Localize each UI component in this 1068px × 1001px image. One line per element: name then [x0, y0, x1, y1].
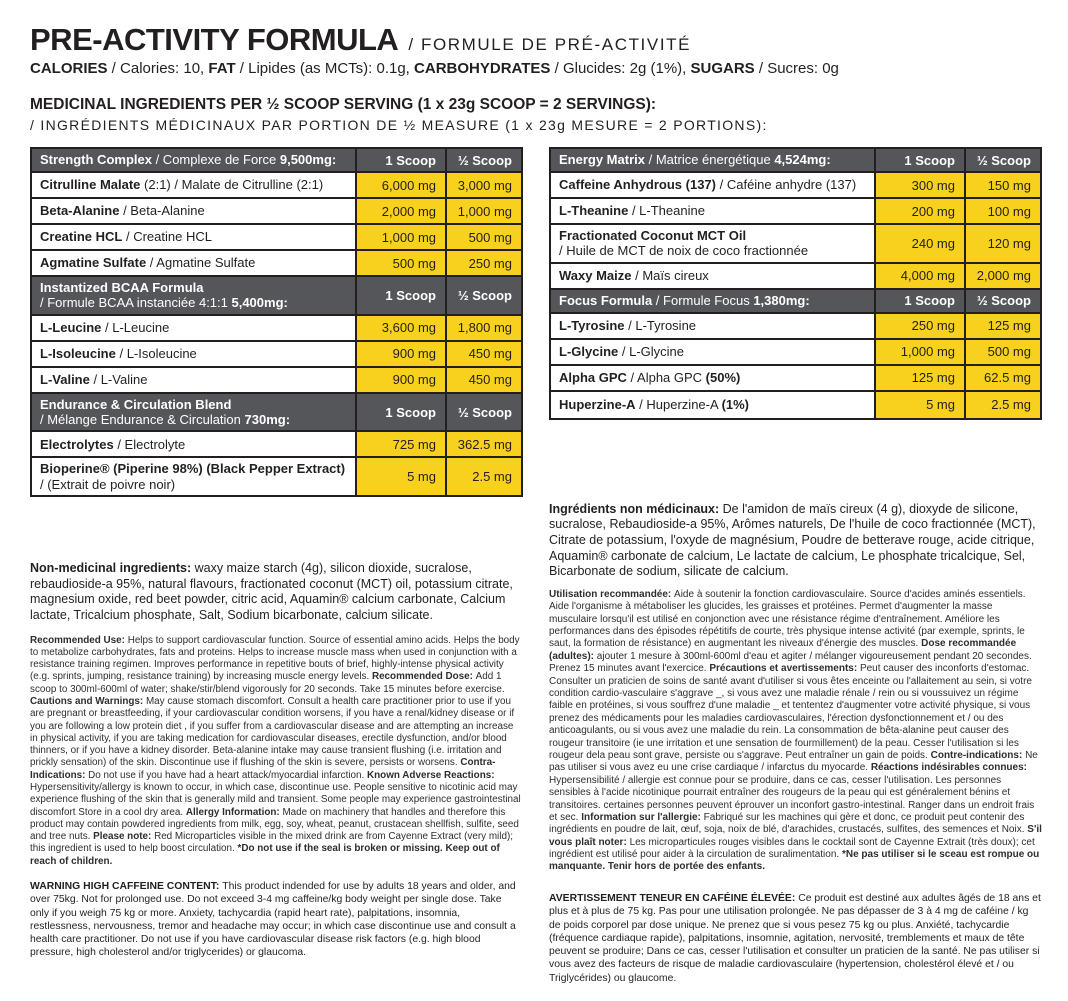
ingredient-label	[559, 177, 856, 192]
left-column	[30, 147, 523, 960]
bold-text-run: Alpha GPC	[559, 370, 627, 386]
bold-text-run: 730mg:	[244, 412, 291, 428]
bold-text-run: Electrolytes	[40, 436, 114, 452]
table-section-header-row	[32, 394, 521, 433]
table-row	[551, 366, 1040, 392]
amount-1scoop-cell: 240 mg	[876, 225, 966, 262]
table-row	[551, 392, 1040, 418]
bold-text-run: Contre-indications:	[930, 749, 1026, 761]
ingredient-name-cell	[32, 316, 357, 340]
amount-1scoop-cell: 900 mg	[357, 368, 447, 392]
ingredient-label	[559, 228, 808, 259]
text-run: / Creatine HCL	[122, 229, 212, 245]
text-run: Aide à soutenir la fonction cardiovasculaire. Source d'acides aminés essentiels. Aide l'organisme à métaboliser les glucides, les graisses et protéines. Permet d'augmenter la masse musculaire lorsqu'il est utilisé en conjonction avec une résistance régime d'entraînement. Améliore les performances dans des épisodes répétitifs de courte, très physique intense activité (par exemple, sprints, le saut, la formation de résistance) en augmentant les niveaux d'énergie des muscles.	[549, 588, 1026, 650]
bold-text-run: FAT	[208, 59, 236, 77]
bold-text-run: Non-medicinal ingredients:	[30, 561, 195, 576]
column-header-1scoop: 1 Scoop	[357, 394, 447, 431]
bold-text-run: L-Leucine	[40, 320, 102, 336]
bold-text-run: Réactions indésirables connues:	[870, 762, 1027, 774]
non-medicinal-ingredients-text-fr	[549, 502, 1042, 580]
table-section-header-row	[32, 277, 521, 316]
text-run: May cause stomach discomfort. Consult a health care practitioner prior to use if you are pregnant or breastfeeding, if your cardiovascular condition worsens, if you have a renal/kidney disease or if you are following a low protein diet , if you suffer from a cardiovascular disease and are attempting an increase in physical activity, if you are taking medication for cardiovascular diseases, erectile dysfunction, and/or blood thinners, or if you have a kidney disorder. Beta-alanine intake may cause transient flushing (i.e. irritation and prickly sensation) of the skin. Discontinue use if flushing of the skin is severe, persists or worsens.	[30, 695, 515, 769]
text-run: Made on machinery that handles and therefore this product may contain powdered ingredients from milk, egg, soy, wheat, peanut, crustacean shellfish, sulfite, seed and tree nuts.	[30, 806, 519, 843]
bold-text-run: Bioperine® (Piperine 98%) (Black Pepper Extract)	[40, 461, 346, 477]
directions-text-en	[30, 635, 523, 868]
table-row	[32, 458, 521, 495]
ingredient-label	[559, 370, 740, 385]
amount-1scoop-cell: 4,000 mg	[876, 264, 966, 288]
amount-halfscoop-cell: 120 mg	[966, 225, 1040, 262]
amount-1scoop-cell: 3,600 mg	[357, 316, 447, 340]
bold-text-run: Utilisation recommandée:	[549, 588, 675, 600]
text-run: / Calories: 10,	[107, 59, 209, 77]
bold-text-run: *Do not use if the seal is broken or missing. Keep out of reach of children.	[30, 843, 500, 867]
amount-halfscoop-cell: 62.5 mg	[966, 366, 1040, 390]
table-section-header-row	[551, 290, 1040, 314]
column-header-halfscoop: ½ Scoop	[457, 404, 512, 420]
ingredient-label	[40, 397, 290, 428]
bold-text-run: Endurance & Circulation Blend	[40, 396, 232, 412]
amount-halfscoop-cell: 125 mg	[966, 314, 1040, 338]
text-run: / L-Leucine	[101, 320, 170, 336]
text-run: / Complexe de Force	[155, 152, 280, 168]
ingredient-name-cell	[551, 392, 876, 418]
bold-text-run: Strength Complex	[40, 152, 156, 168]
ingredient-label	[40, 461, 345, 492]
amount-halfscoop-cell: 450 mg	[447, 342, 521, 366]
text-run: / Maïs cireux	[631, 268, 709, 284]
bold-text-run: Agmatine Sulfate	[40, 255, 147, 271]
text-run: (2:1) / Malate de Citrulline (2:1)	[144, 177, 324, 193]
ingredient-label	[40, 177, 323, 192]
amount-1scoop-cell: 125 mg	[876, 366, 966, 390]
caffeine-warning-text-en	[30, 880, 523, 960]
column-header-1scoop: 1 Scoop	[876, 290, 966, 312]
table-row	[551, 340, 1040, 366]
table-row	[551, 264, 1040, 290]
amount-1scoop-cell: 725 mg	[357, 432, 447, 456]
bold-text-run: 4,524mg:	[774, 152, 831, 168]
amount-halfscoop-cell: 3,000 mg	[447, 173, 521, 197]
bold-text-run: Information sur l'allergie:	[581, 811, 704, 823]
ingredient-name-cell	[551, 199, 876, 223]
bold-text-run: Huperzine-A	[559, 397, 636, 413]
bold-text-run: L-Isoleucine	[40, 346, 116, 362]
amount-1scoop-cell: 300 mg	[876, 173, 966, 197]
table-row	[32, 316, 521, 342]
ingredient-name-cell	[551, 264, 876, 288]
text-run: / Huperzine-A	[635, 397, 722, 413]
bold-text-run: Ingrédients non médicinaux:	[549, 501, 723, 516]
text-run: / Alpha GPC	[626, 370, 706, 386]
ingredient-label	[40, 229, 212, 244]
amount-halfscoop-cell: 1,800 mg	[447, 316, 521, 340]
text-run: De l'amidon de maïs cireux (4 g), dioxyde de silicone, sucralose, Rebaudioside-a 95%, Arômes naturels, De l'huile de coco fractionnée (MCT), Citrate de potassium, l'oxyde de magnésium, Poudre de betterave rouge, acide citrique, Aquamin® carbonate de calcium, Le lactate de calcium, Le phosphate tricalcique, Sel, Bicarbonate de sodium, silicate de calcium.	[549, 501, 1036, 579]
right-column	[549, 147, 1042, 985]
table-row	[551, 199, 1040, 225]
supplement-table-left	[30, 147, 523, 497]
amount-1scoop-cell: 500 mg	[357, 251, 447, 275]
column-header-halfscoop: ½ Scoop	[457, 152, 512, 168]
bold-text-run: Caffeine Anhydrous (137)	[559, 177, 716, 193]
table-row	[32, 432, 521, 458]
table-row	[32, 173, 521, 199]
amount-1scoop-cell: 200 mg	[876, 199, 966, 223]
text-run: / L-Isoleucine	[115, 346, 197, 362]
bold-text-run: WARNING HIGH CAFFEINE CONTENT:	[30, 880, 223, 892]
ingredient-name-cell	[32, 368, 357, 392]
bold-text-run: Beta-Alanine	[40, 203, 120, 219]
ingredient-label	[40, 437, 185, 452]
ingredient-name-cell	[551, 366, 876, 390]
ingredient-label	[559, 293, 810, 308]
amount-halfscoop-cell: 362.5 mg	[447, 432, 521, 456]
ingredient-label	[559, 268, 709, 283]
bold-text-run: *Ne pas utiliser si le sceau est rompue ou manquante. Tenir hors de portée des enfants.	[549, 849, 1040, 873]
text-run: / Huile de MCT de noix de coco fractionnée	[559, 243, 809, 259]
text-run: / L-Valine	[89, 372, 148, 388]
text-run: / Sucres: 0g	[754, 59, 839, 77]
table-row	[32, 225, 521, 251]
ingredient-name-cell	[32, 199, 357, 223]
amount-halfscoop-cell: 2.5 mg	[966, 392, 1040, 418]
text-run: / Mélange Endurance & Circulation	[40, 412, 245, 428]
amount-halfscoop-cell: 450 mg	[447, 368, 521, 392]
amount-1scoop-cell: 2,000 mg	[357, 199, 447, 223]
bold-text-run: Contra-Indications:	[30, 757, 496, 781]
page-title	[30, 24, 1042, 57]
bold-text-run: Known Adverse Reactions:	[367, 769, 495, 781]
amount-halfscoop-cell: 500 mg	[966, 340, 1040, 364]
bold-text-run: Creatine HCL	[40, 229, 123, 245]
section-title-cell	[551, 290, 876, 312]
bold-text-run: 5,400mg:	[231, 295, 288, 311]
amount-halfscoop-cell: 250 mg	[447, 251, 521, 275]
bold-text-run: Energy Matrix	[559, 152, 649, 168]
text-run: Les microparticules rouges visibles dans le cocktail sont de Cayenne Extrait (très doux); cet ingrédient est utilisé pour aider à la circulation de suralimentation.	[549, 836, 1035, 861]
ingredient-name-cell	[551, 340, 876, 364]
column-header-halfscoop: ½ Scoop	[976, 293, 1031, 309]
bold-text-run: L-Valine	[40, 372, 90, 388]
ingredient-label	[559, 152, 831, 167]
ingredient-label	[40, 203, 205, 218]
amount-1scoop-cell: 250 mg	[876, 314, 966, 338]
bold-text-run: L-Tyrosine	[559, 318, 625, 334]
table-row	[551, 225, 1040, 264]
ingredient-label	[40, 255, 255, 270]
ingredient-name-cell	[32, 342, 357, 366]
text-run: / Agmatine Sulfate	[146, 255, 256, 271]
amount-halfscoop-cell: 150 mg	[966, 173, 1040, 197]
ingredient-label	[559, 203, 705, 218]
ingredient-label	[40, 372, 147, 387]
section-title-cell	[32, 277, 357, 314]
text-run: waxy maize starch (4g), silicon dioxide, sucralose, rebaudioside-a 95%, natural flavours, fractionated coconut (MCT) oil, potassium citrate, magnesium oxide, red beet powder, citric acid, Aquamin® calcium carbonate, Calcium lactate, Tricalcium phosphate, Salt, Sodium bicarbonate, calcium silicate.	[30, 561, 513, 622]
text-run: Red Microparticles visible in the mixed drink are from Cayenne Extract (very mild); this ingredient is used to help boost circulation.	[30, 831, 513, 855]
bold-text-run: Please note:	[93, 831, 155, 843]
bold-text-run: Instantized BCAA Formula	[40, 280, 204, 296]
amount-1scoop-cell: 5 mg	[357, 458, 447, 495]
non-medicinal-ingredients-text-en	[30, 561, 523, 624]
table-row	[32, 368, 521, 394]
ingredient-name-cell	[551, 314, 876, 338]
table-section-header-row	[32, 149, 521, 173]
text-run: This product indended for use by adults 18 years and older, and over 75kg. Not for prolonged use. Do not exceed 3-4 mg caffeine/kg body weight per single dose. Take only if you weigh 75 kg or more. Anxiety, tachycardia (rapid heart rate), palpitations, insomnia, restlessness, nervousness, tremor and headache may occur; in which case discontinue use and consult a health care practitioner. Do not use if you have cardiovascular disease risk factors (e.g. high blood pressure, high cholesterol and/or triglycerides) or glaucoma.	[30, 880, 516, 959]
amount-halfscoop-cell: 1,000 mg	[447, 199, 521, 223]
text-run: / Glucides: 2g (1%),	[550, 59, 691, 77]
product-title-fr: / FORMULE DE PRÉ-ACTIVITÉ	[408, 35, 692, 54]
text-run: / L-Tyrosine	[624, 318, 697, 334]
text-run: / Matrice énergétique	[648, 152, 775, 168]
text-run: Ce produit est destiné aux adultes âgés de 18 ans et plus et à plus de 75 kg. Pas pour une utilisation prolongée. Ne pas dépasser de 3 à 4 mg de caféine / kg de poids corporel par dose unique. Ne prenez que si vous pesez 75 kg ou plus. Anxiété, tachycardie (fréquence cardiaque rapide), palpitations, insomnie, agitation, nervosité, tremblements et maux de tête peuvent se produire; Dans ce cas, cesser l'utilisation et consulter un praticien de la santé. Ne pas utiliser si vous avez des facteurs de risque de maladie cardiovasculaire (hypertension, cholestérol élevé et / ou Triglycérides) ou glaucome.	[549, 892, 1041, 984]
ingredient-name-cell	[32, 432, 357, 456]
ingredient-name-cell	[32, 225, 357, 249]
product-title-en: PRE-ACTIVITY FORMULA	[30, 22, 399, 57]
amount-1scoop-cell: 5 mg	[876, 392, 966, 418]
ingredient-name-cell	[32, 251, 357, 275]
bold-text-run: 1,380mg:	[753, 293, 810, 309]
text-run: Do not use if you have had a heart attack/myocardial infarction.	[88, 769, 368, 781]
bold-text-run: Waxy Maize	[559, 268, 632, 284]
section-title-cell	[32, 149, 357, 171]
nutrition-facts-line	[30, 60, 1042, 79]
text-run: Fabriqué sur les machines qui gère et donc, ce produit peut contenir des ingrédients en poudre de lait, œuf, soja, noix de blé, d'arachides, crustacés, sulfites, des semences et Noix.	[549, 811, 1028, 836]
amount-halfscoop-cell: 2.5 mg	[447, 458, 521, 495]
text-run: / Caféine anhydre (137)	[716, 177, 857, 193]
text-run: / Beta-Alanine	[119, 203, 205, 219]
bold-text-run: 9,500mg:	[279, 152, 337, 168]
section-title-cell	[551, 149, 876, 171]
caffeine-warning-text-fr	[549, 892, 1042, 985]
ingredient-name-cell	[551, 225, 876, 262]
table-row	[32, 342, 521, 368]
text-run: Helps to support cardiovascular function. Source of essential amino acids. Helps the body to metabolize carbohydrates, fats and proteins. Helps to increase muscle mass when used in conjunction with a resistance training regimen. Improves performance in repetitive bouts of brief, highly-intense physical activity (e.g. sprints, jumping, resistance training) by increasing muscle energy levels.	[30, 634, 520, 683]
text-run: / Formule Focus	[655, 293, 754, 309]
bold-text-run: L-Theanine	[559, 203, 629, 219]
amount-1scoop-cell: 6,000 mg	[357, 173, 447, 197]
text-run: Ne pas utiliser si vous avez eu une crise cardiaque / infarctus du myocarde.	[549, 749, 1038, 774]
amount-1scoop-cell: 1,000 mg	[876, 340, 966, 364]
amount-halfscoop-cell: 500 mg	[447, 225, 521, 249]
supplement-table-right	[549, 147, 1042, 420]
medicinal-ingredients-heading-en: MEDICINAL INGREDIENTS PER ½ SCOOP SERVING (1 x 23g SCOOP = 2 SERVINGS):	[30, 96, 657, 114]
ingredient-name-cell	[32, 173, 357, 197]
bold-text-run: Recommended Dose:	[371, 671, 476, 683]
column-header-1scoop: 1 Scoop	[357, 149, 447, 171]
bold-text-run: Fractionated Coconut MCT Oil	[559, 228, 747, 244]
column-header-halfscoop: ½ Scoop	[457, 287, 512, 303]
bold-text-run: Focus Formula	[559, 293, 656, 309]
section-title-cell	[32, 394, 357, 431]
bold-text-run: Recommended Use:	[30, 634, 128, 646]
bold-text-run: SUGARS	[690, 59, 755, 77]
table-row	[551, 314, 1040, 340]
column-header-1scoop: 1 Scoop	[876, 149, 966, 171]
bold-text-run: Citrulline Malate	[40, 177, 145, 193]
bold-text-run: L-Glycine	[559, 344, 619, 360]
text-run: Hypersensitivity/allergy is known to occur, in which case, discontinue use. People sensitive to nicotinic acid may experience flushing of the skin that is generally mild and transient. Some people may experience gastrointestinal discomfort Store in a cool dry area.	[30, 781, 521, 818]
ingredient-label	[40, 280, 288, 311]
bold-text-run: CARBOHYDRATES	[414, 59, 551, 77]
column-header-halfscoop: ½ Scoop	[976, 152, 1031, 168]
bold-text-run: (50%)	[705, 370, 741, 386]
table-row	[32, 199, 521, 225]
medicinal-ingredients-heading-fr: / INGRÉDIENTS MÉDICINAUX PAR PORTION DE ½ MEASURE (1 x 23g MESURE = 2 PORTIONS):	[30, 117, 768, 134]
ingredient-label	[559, 344, 684, 359]
ingredient-label	[559, 397, 749, 412]
bold-text-run: S'il vous plaît noter:	[549, 824, 1042, 848]
amount-halfscoop-cell: 2,000 mg	[966, 264, 1040, 288]
amount-1scoop-cell: 1,000 mg	[357, 225, 447, 249]
table-row	[551, 173, 1040, 199]
text-run: / (Extrait de poivre noir)	[40, 476, 176, 492]
text-run: ajouter 1 mesure à 300ml-600ml d'eau et agiter / mélanger vigoureusement pendant 20 secondes. Prenez 15 minutes avant l'exercice.	[549, 650, 1032, 675]
text-run: Hypersensibilité / allergie est connue pour se produire, dans ce cas, cesser l'utilisation. Les personnes sensibles à l'acide nicotinique pourrait entraîner des rougeurs de la peau qui est généralement bénins et transitoires. certaines personnes peuvent éprouver un inconfort gastro-intestinal. Ranger dans un endroit frais et sec.	[549, 774, 1035, 823]
label-columns	[30, 147, 1042, 985]
text-run: Add 1 scoop to 300ml-600ml of water; shake/stir/blend vigorously for 20 seconds. Take 15 minutes before exercise.	[30, 671, 505, 695]
bold-text-run: AVERTISSEMENT TENEUR EN CAFÉINE ÉLEVÉE:	[549, 892, 799, 904]
bold-text-run: Dose recommandée (adultes):	[549, 638, 1017, 662]
bold-text-run: Précautions et avertissements:	[709, 663, 860, 675]
text-run: / Electrolyte	[113, 436, 186, 452]
directions-text-fr	[549, 589, 1042, 874]
column-header-1scoop: 1 Scoop	[357, 277, 447, 314]
bold-text-run: CALORIES	[30, 59, 108, 77]
text-run: / Lipides (as MCTs): 0.1g,	[235, 59, 415, 77]
bold-text-run: (1%)	[721, 397, 750, 413]
text-run: / L-Glycine	[618, 344, 684, 360]
ingredient-name-cell	[32, 458, 357, 495]
text-run: Peut causer des inconforts d'estomac. Consulter un praticien de soins de santé avant d'utiliser si vous êtes enceinte ou l'allaitement au sein, si votre condition cardio-vasculaire s'aggrave _, si vous avez une maladie rénale / rein ou si voussuivez un régime faible en protéines, si vous souffrez d'une maladie _ et tententez d'augmenter votre activité physique, si vous prenez des médicaments pour les maladies cardiovasculaires, l'érection dysfonctionnement et / ou des anticoagulants, ou si vous avez une maladie du rein. La consommation de bêta-alanine peut causer des rougeur transitoire (ie une irritation et une sensation de fourmillement) de la peau. Cesser l'utilisation si les rougeur dela peau sont grave, persiste ou s'aggrave. Peut entraîner un gain de poids.	[549, 663, 1032, 761]
table-row	[32, 251, 521, 277]
ingredient-name-cell	[551, 173, 876, 197]
ingredient-label	[559, 318, 696, 333]
text-run: / L-Theanine	[628, 203, 705, 219]
text-run: / Formule BCAA instanciée 4:1:1	[40, 295, 232, 311]
amount-1scoop-cell: 900 mg	[357, 342, 447, 366]
ingredient-label	[40, 152, 336, 167]
bold-text-run: Cautions and Warnings:	[30, 695, 146, 707]
bold-text-run: Allergy Information:	[185, 806, 283, 818]
ingredient-label	[40, 346, 197, 361]
table-section-header-row	[551, 149, 1040, 173]
amount-halfscoop-cell: 100 mg	[966, 199, 1040, 223]
ingredient-label	[40, 320, 169, 335]
